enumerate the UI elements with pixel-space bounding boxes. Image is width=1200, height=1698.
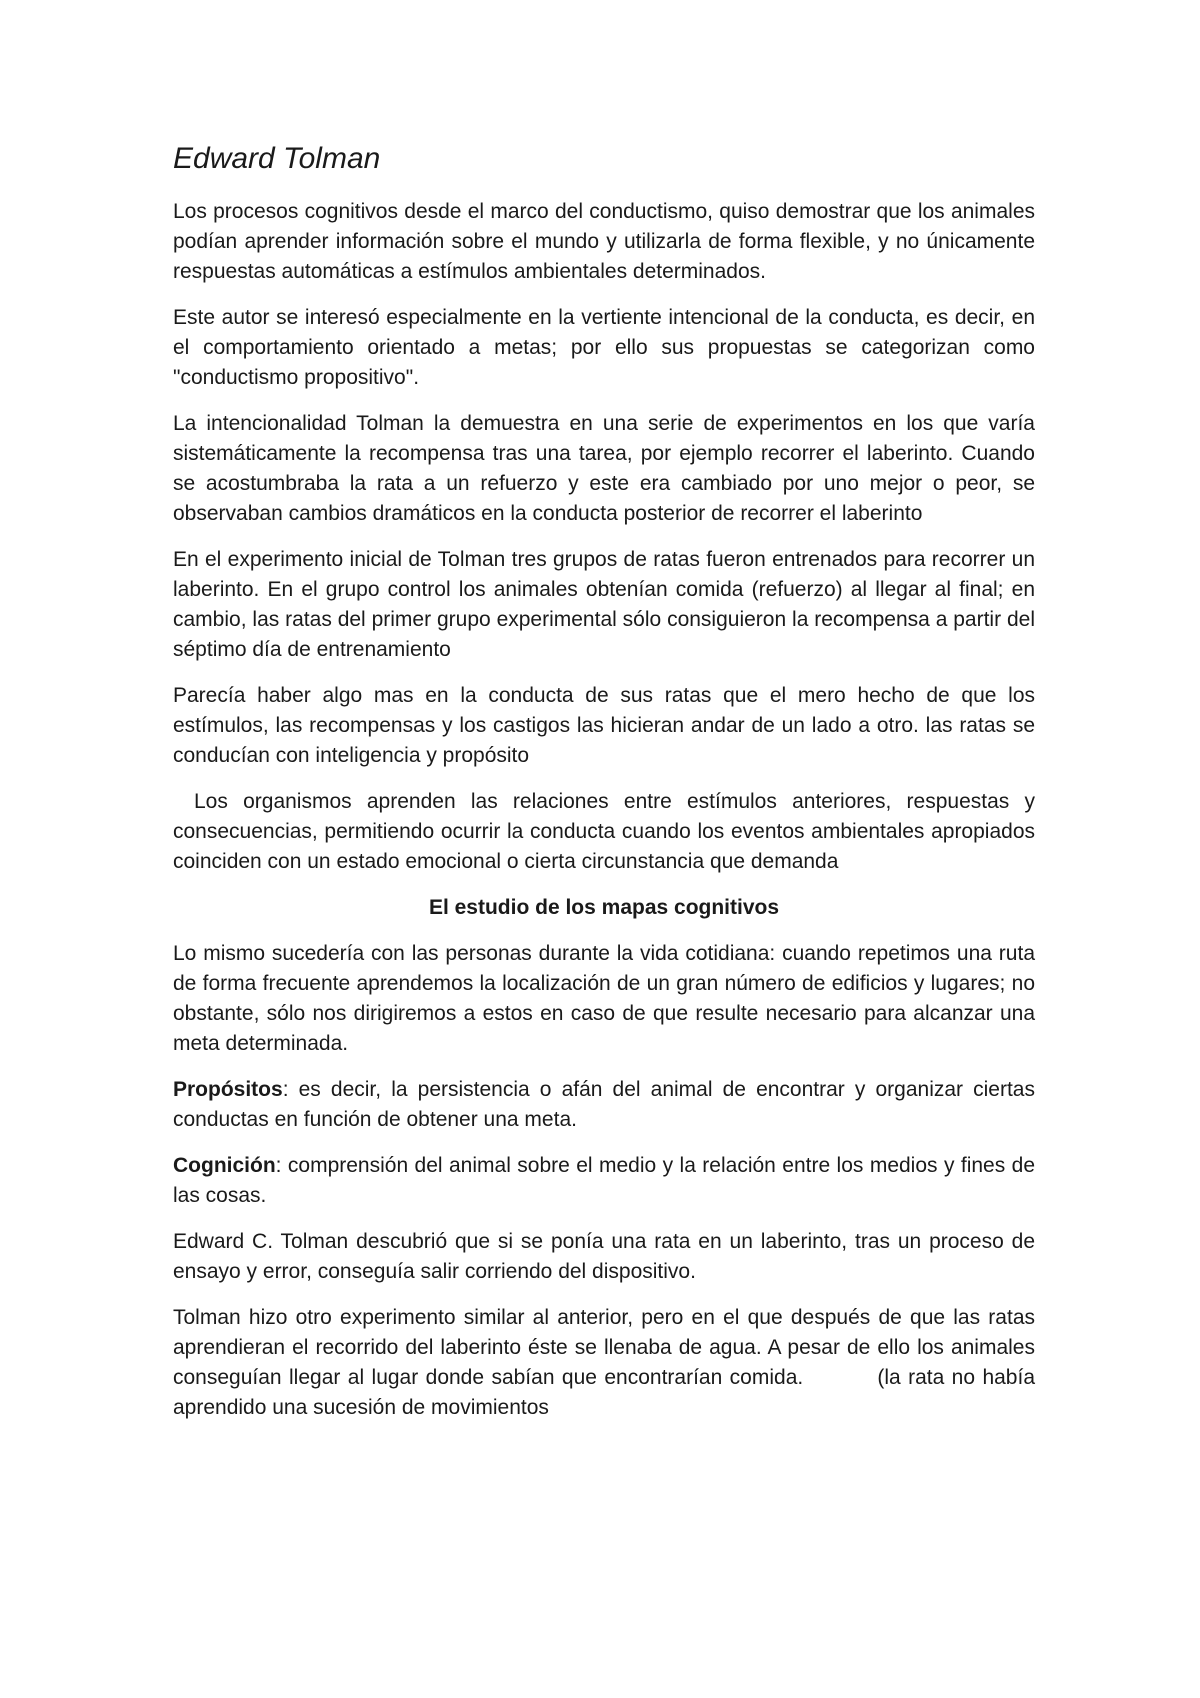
paragraph-vida-cotidiana: Lo mismo sucedería con las personas durante la vida cotidiana: cuando repetimos una ruta de forma frecuente aprendemos la localización de un gran número de edificios y lugares; no obstante, sólo nos dirigiremos a estos en caso de que resulte necesario para alcanzar una meta determinada. xyxy=(173,942,1035,1055)
document-page xyxy=(173,141,1041,1439)
definition-propositos: : es decir, la persistencia o afán del animal de encontrar y organizar ciertas conductas en función de obtener una meta. xyxy=(173,1078,1035,1131)
term-cognicion: Cognición xyxy=(173,1154,276,1177)
paragraph-cognicion xyxy=(173,1151,1035,1211)
paragraph-intencional: Este autor se interesó especialmente en la vertiente intencional de la conducta, es decir, en el comportamiento orientado a metas; por ello sus propuestas se categorizan como "conductismo propositivo". xyxy=(173,306,1035,389)
paragraph-organismos: Los organismos aprenden las relaciones entre estímulos anteriores, respuestas y consecuencias, permitiendo ocurrir la conducta cuando los eventos ambientales apropiados coinciden con un estado emocional o cierta circunstancia que demanda xyxy=(173,790,1035,873)
paragraph-laberinto-agua: Tolman hizo otro experimento similar al anterior, pero en el que después de que las ratas aprendieran el recorrido del laberinto éste se llenaba de agua. A pesar de ello los animales conseguían llegar al lugar donde sabían que encontrarían comida. (la rata no había aprendido una sucesión de movimientos xyxy=(173,1306,1041,1419)
paragraph-intro: Los procesos cognitivos desde el marco del conductismo, quiso demostrar que los animales podían aprender información sobre el mundo y utilizarla de forma flexible, y no únicamente respuestas automáticas a estímulos ambientales determinados. xyxy=(173,200,1035,283)
paragraph-experimento-inicial: En el experimento inicial de Tolman tres grupos de ratas fueron entrenados para recorrer un laberinto. En el grupo control los animales obtenían comida (refuerzo) al llegar al final; en cambio, las ratas del primer grupo experimental sólo consiguieron la recompensa a partir del séptimo día de entrenamiento xyxy=(173,548,1035,661)
paragraph-conducta-ratas: Parecía haber algo mas en la conducta de sus ratas que el mero hecho de que los estímulos, las recompensas y los castigos las hicieran andar de un lado a otro. las ratas se conducían con inteligencia y propósito xyxy=(173,684,1035,767)
document-title: Edward Tolman xyxy=(173,142,381,175)
section-heading-mapas-cognitivos: El estudio de los mapas cognitivos xyxy=(428,896,780,919)
paragraph-ensayo-error: Edward C. Tolman descubrió que si se ponía una rata en un laberinto, tras un proceso de ensayo y error, conseguía salir corriendo del dispositivo. xyxy=(173,1230,1035,1283)
paragraph-propositos xyxy=(173,1075,1035,1135)
paragraph-intencionalidad: La intencionalidad Tolman la demuestra en una serie de experimentos en los que varía sistemáticamente la recompensa tras una tarea, por ejemplo recorrer el laberinto. Cuando se acostumbraba la rata a un refuerzo y este era cambiado por uno mejor o peor, se observaban cambios dramáticos en la conducta posterior de recorrer el laberinto xyxy=(173,412,1035,525)
term-propositos: Propósitos xyxy=(173,1078,283,1101)
definition-cognicion: : comprensión del animal sobre el medio y la relación entre los medios y fines de las cosas. xyxy=(173,1154,1035,1207)
